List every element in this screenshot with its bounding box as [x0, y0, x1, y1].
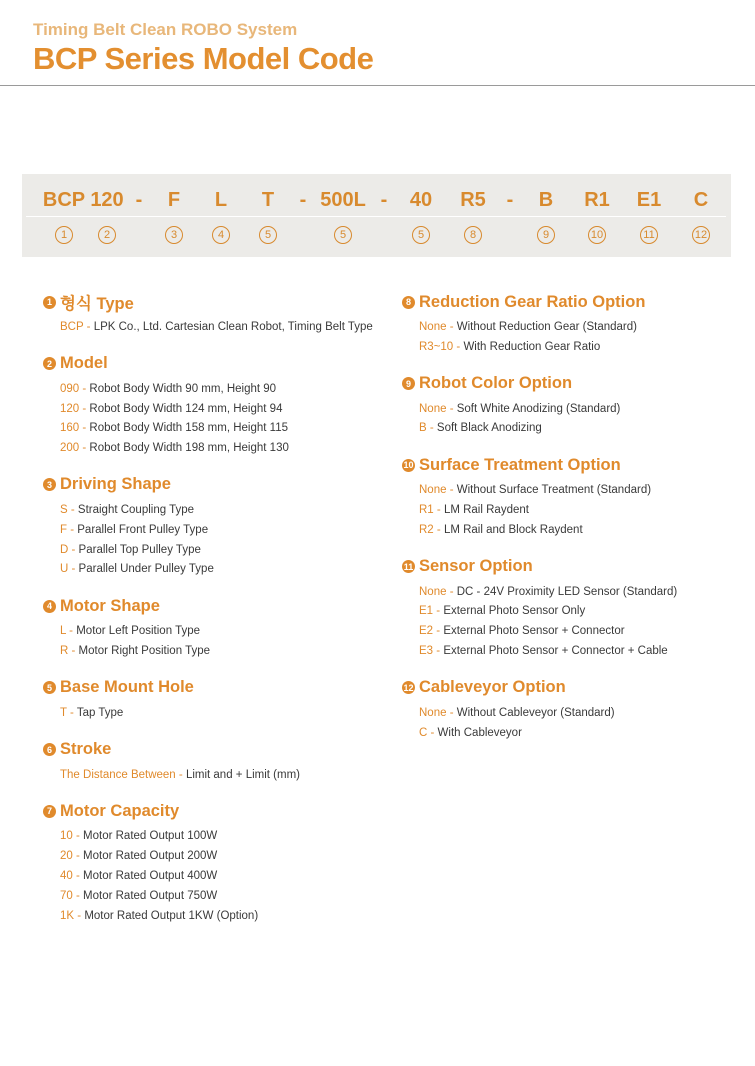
section-heading — [43, 799, 383, 823]
header-divider — [0, 85, 755, 86]
section-number-badge: 3 — [43, 478, 56, 491]
code-token: F — [167, 189, 181, 211]
option-separator: - — [175, 768, 186, 781]
option-item — [419, 318, 732, 338]
code-token: T — [261, 189, 275, 211]
option-item — [419, 501, 732, 521]
option-item — [419, 602, 732, 622]
section-title: 형식 Type — [60, 295, 134, 313]
option-code: BCP — [60, 321, 84, 333]
option-item — [60, 907, 383, 927]
option-description: External Photo Sensor + Connector — [443, 625, 625, 638]
section-heading — [402, 676, 732, 700]
page-subtitle: Timing Belt Clean ROBO System — [33, 20, 298, 39]
option-description: Parallel Under Pulley Type — [78, 563, 214, 576]
section-heading — [43, 594, 383, 618]
section-number-badge: 8 — [402, 296, 415, 309]
option-item — [60, 541, 383, 561]
option-separator: - — [65, 625, 77, 638]
code-position-number: 9 — [537, 226, 555, 244]
option-description: LM Rail and Block Raydent — [443, 523, 583, 536]
option-code: 1K — [60, 909, 75, 922]
section-heading — [43, 676, 383, 700]
option-separator: - — [79, 382, 90, 395]
section-number-badge: 5 — [43, 681, 56, 694]
model-code-divider — [26, 216, 726, 217]
option-code: 10 — [60, 830, 73, 843]
option-code: None — [419, 706, 447, 719]
section-heading — [43, 473, 383, 497]
option-section — [43, 290, 383, 338]
option-description: LPK Co., Ltd. Cartesian Clean Robot, Timing Belt Type — [93, 321, 373, 333]
option-description: LM Rail Raydent — [443, 503, 529, 516]
option-section — [43, 594, 383, 662]
option-separator: - — [66, 706, 77, 719]
section-number-badge: 11 — [403, 561, 414, 572]
option-section — [43, 799, 383, 926]
option-item — [60, 887, 383, 907]
option-separator: - — [433, 625, 444, 638]
section-title: Driving Shape — [60, 475, 171, 494]
section-title: Model — [60, 354, 108, 373]
option-separator: - — [426, 422, 437, 435]
section-heading — [402, 453, 732, 477]
option-code: 70 — [60, 889, 73, 902]
option-description: Motor Rated Output 100W — [83, 830, 218, 843]
option-section — [402, 555, 732, 662]
section-title: Motor Shape — [60, 596, 160, 615]
option-section — [402, 372, 732, 440]
option-description: Motor Rated Output 750W — [83, 889, 218, 902]
option-description: Robot Body Width 124 mm, Height 94 — [89, 402, 283, 415]
option-code: 20 — [60, 850, 73, 863]
option-code: F — [60, 523, 68, 536]
option-item — [419, 583, 732, 603]
option-description: With Reduction Gear Ratio — [463, 340, 601, 353]
option-section — [43, 352, 383, 459]
section-heading — [43, 738, 383, 762]
section-heading — [402, 290, 732, 314]
option-description: Without Reduction Gear (Standard) — [456, 321, 637, 333]
option-code: C — [419, 726, 428, 739]
option-separator: - — [79, 442, 90, 455]
section-number-badge: 12 — [403, 682, 414, 693]
option-item — [60, 560, 383, 580]
option-code: 120 — [60, 402, 80, 415]
section-title: Sensor Option — [419, 557, 533, 576]
option-item — [419, 642, 732, 662]
code-position-number: 5 — [334, 226, 352, 244]
option-item — [419, 419, 732, 439]
section-title: Cableveyor Option — [419, 678, 566, 697]
option-section — [43, 473, 383, 580]
option-code: The Distance Between — [60, 768, 176, 781]
section-number-badge: 9 — [402, 377, 415, 390]
option-separator: - — [67, 523, 78, 536]
option-description: External Photo Sensor + Connector + Cable — [443, 644, 668, 657]
option-item — [60, 318, 383, 338]
code-separator: - — [299, 189, 307, 211]
code-position-number: 5 — [412, 226, 430, 244]
option-section — [43, 738, 383, 786]
option-separator: - — [79, 402, 90, 415]
option-description: Without Cableveyor (Standard) — [456, 706, 615, 719]
option-separator: - — [72, 830, 84, 843]
option-item — [60, 419, 383, 439]
option-description: Motor Right Position Type — [78, 644, 211, 657]
option-description: Robot Body Width 158 mm, Height 115 — [89, 422, 289, 435]
code-token: L — [214, 189, 228, 211]
section-title: Surface Treatment Option — [419, 455, 621, 474]
section-number-badge: 1 — [43, 296, 56, 309]
options-right-column — [402, 290, 732, 757]
option-code: None — [419, 402, 447, 415]
option-separator: - — [72, 869, 84, 882]
option-description: Parallel Front Pulley Type — [77, 523, 209, 536]
option-item — [60, 439, 383, 459]
option-code: None — [419, 484, 447, 497]
option-item — [60, 827, 383, 847]
option-description: Motor Rated Output 1KW (Option) — [84, 909, 259, 922]
option-code: R — [60, 644, 69, 657]
option-separator: - — [74, 909, 85, 922]
section-title: Motor Capacity — [60, 801, 180, 820]
option-description: Parallel Top Pulley Type — [78, 543, 201, 556]
option-separator: - — [433, 644, 444, 657]
option-description: Soft Black Anodizing — [436, 422, 542, 435]
code-token: E1 — [636, 189, 662, 211]
code-position-number: 2 — [98, 226, 116, 244]
option-separator: - — [446, 706, 457, 719]
option-code: B — [419, 422, 427, 435]
code-token: R1 — [584, 189, 610, 211]
code-separator: - — [506, 189, 514, 211]
option-description: Robot Body Width 198 mm, Height 130 — [89, 442, 289, 455]
option-item — [60, 400, 383, 420]
section-number-badge: 6 — [43, 743, 56, 756]
option-item — [60, 521, 383, 541]
option-item — [60, 766, 383, 786]
section-number-badge: 7 — [43, 805, 56, 818]
option-code: S — [60, 503, 68, 516]
option-item — [60, 380, 383, 400]
option-item — [60, 867, 383, 887]
section-title: Reduction Gear Ratio Option — [419, 292, 646, 311]
option-separator: - — [83, 321, 94, 333]
option-item — [419, 481, 732, 501]
code-token: B — [538, 189, 554, 211]
code-position-number: 11 — [640, 226, 658, 244]
option-code: R3~10 — [419, 340, 454, 353]
code-position-number: 5 — [259, 226, 277, 244]
section-heading — [43, 352, 383, 376]
option-section — [402, 453, 732, 540]
code-token: 40 — [409, 189, 433, 211]
option-code: D — [60, 543, 69, 556]
option-item — [419, 622, 732, 642]
option-description: Motor Rated Output 400W — [83, 869, 218, 882]
option-code: None — [419, 321, 447, 333]
option-description: Motor Rated Output 200W — [83, 850, 218, 863]
section-heading — [402, 555, 732, 579]
option-code: E3 — [419, 644, 434, 657]
option-separator: - — [446, 484, 457, 497]
option-item — [419, 400, 732, 420]
section-number-badge: 10 — [403, 460, 414, 471]
option-separator: - — [446, 321, 457, 333]
option-separator: - — [446, 585, 457, 598]
option-section — [43, 676, 383, 724]
option-separator: - — [433, 503, 444, 516]
option-code: 090 — [60, 382, 80, 395]
option-description: External Photo Sensor Only — [443, 605, 586, 618]
option-item — [60, 642, 383, 662]
page-title: BCP Series Model Code — [33, 41, 374, 76]
option-separator: - — [79, 422, 90, 435]
option-separator: - — [72, 850, 84, 863]
option-item — [419, 521, 732, 541]
code-position-number: 10 — [588, 226, 606, 244]
option-code: R1 — [419, 503, 434, 516]
option-item — [60, 622, 383, 642]
option-separator: - — [68, 543, 79, 556]
option-separator: - — [427, 726, 438, 739]
section-heading — [43, 290, 383, 314]
option-separator: - — [68, 563, 79, 576]
option-section — [402, 676, 732, 744]
code-token: 500L — [320, 189, 366, 211]
code-token: BCP — [42, 189, 86, 211]
option-description: With Cableveyor — [437, 726, 522, 739]
section-heading — [402, 372, 732, 396]
option-code: 40 — [60, 869, 73, 882]
code-position-number: 1 — [55, 226, 73, 244]
option-code: L — [60, 625, 66, 638]
option-item — [419, 724, 732, 744]
code-position-number: 8 — [464, 226, 482, 244]
code-position-number: 3 — [165, 226, 183, 244]
option-code: E1 — [419, 605, 434, 618]
option-item — [419, 704, 732, 724]
code-token: C — [693, 189, 709, 211]
section-number-badge: 4 — [43, 600, 56, 613]
option-item — [60, 501, 383, 521]
option-description: DC - 24V Proximity LED Sensor (Standard) — [456, 585, 678, 598]
code-token: R5 — [460, 189, 486, 211]
option-code: R2 — [419, 523, 434, 536]
code-position-number: 4 — [212, 226, 230, 244]
option-code: None — [419, 585, 447, 598]
option-description: Robot Body Width 90 mm, Height 90 — [89, 382, 277, 395]
option-separator: - — [433, 605, 444, 618]
code-separator: - — [135, 189, 143, 211]
code-separator: - — [380, 189, 388, 211]
option-separator: - — [453, 340, 464, 353]
option-code: E2 — [419, 625, 434, 638]
option-separator: - — [433, 523, 444, 536]
option-item — [60, 847, 383, 867]
option-description: Straight Coupling Type — [77, 503, 195, 516]
option-description: Without Surface Treatment (Standard) — [456, 484, 652, 497]
option-description: Soft White Anodizing (Standard) — [456, 402, 621, 415]
option-section — [402, 290, 732, 358]
option-code: 200 — [60, 442, 80, 455]
option-item — [60, 704, 383, 724]
option-separator: - — [446, 402, 457, 415]
option-description: Limit and + Limit (mm) — [185, 768, 300, 781]
option-separator: - — [72, 889, 84, 902]
section-number-badge: 2 — [43, 357, 56, 370]
options-left-column — [43, 290, 383, 940]
option-code: T — [60, 706, 67, 719]
option-separator: - — [67, 503, 78, 516]
option-code: 160 — [60, 422, 80, 435]
code-position-number: 12 — [692, 226, 710, 244]
option-code: U — [60, 563, 69, 576]
section-title: Base Mount Hole — [60, 678, 194, 697]
option-description: Motor Left Position Type — [76, 625, 201, 638]
section-title: Stroke — [60, 740, 112, 759]
code-token: 120 — [90, 189, 124, 211]
option-separator: - — [68, 644, 79, 657]
section-title: Robot Color Option — [419, 374, 573, 393]
option-description: Tap Type — [76, 706, 124, 719]
option-item — [419, 338, 732, 358]
